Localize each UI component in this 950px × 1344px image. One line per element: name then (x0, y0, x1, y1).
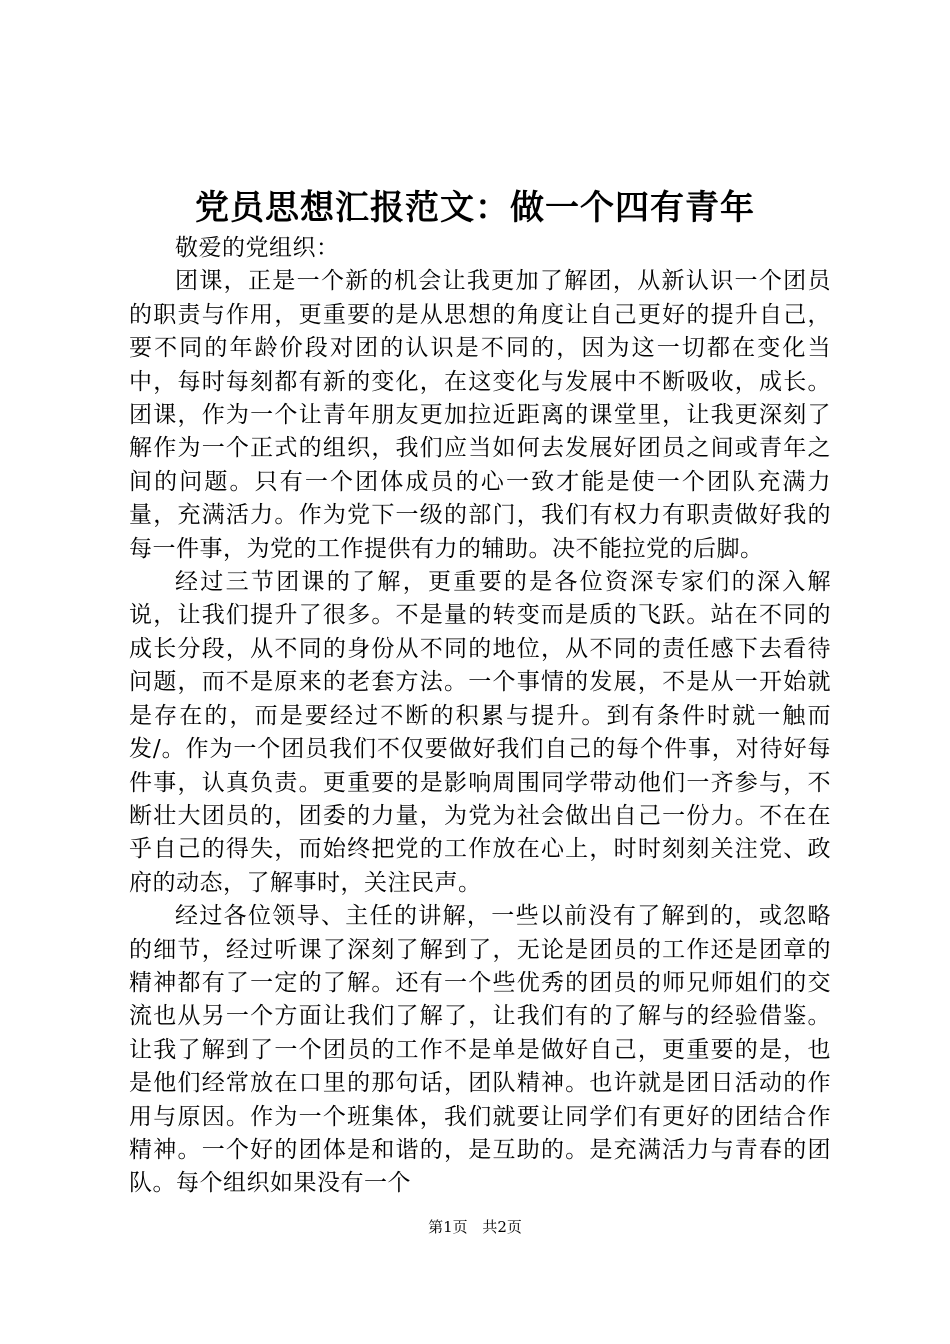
page-title: 党员思想汇报范文：做一个四有青年 (195, 188, 755, 228)
page-number-current: 第1页 (428, 1218, 468, 1236)
salutation: 敬爱的党组织： (175, 235, 340, 261)
paragraph-2: 经过三节团课的了解，更重要的是各位资深专家们的深入解说，让我们提升了很多。不是量的转变而是质的飞跃。站在不同的成长分段，从不同的身份从不同的地位，从不同的责任感下去看待问题，而不是原来的老套方法。一个事情的发展，不是从一开始就是存在的，而是要经过不断的积累与提升。到有条件时就一触而发/。作为一个团员我们不仅要做好我们自己的每个件事，对待好每件事，认真负责。更重要的是影响周围同学带动他们一齐参与，不断壮大团员的，团委的力量，为党为社会做出自己一份力。不在在乎自己的得失，而始终把党的工作放在心上，时时刻刻关注党、政府的动态，了解事时，关注民声。 (129, 569, 831, 896)
paragraph-3: 经过各位领导、主任的讲解，一些以前没有了解到的，或忽略的细节，经过听课了深刻了解到了，无论是团员的工作还是团章的精神都有了一定的了解。还有一个些优秀的团员的师兄师姐们的交流也从另一个方面让我们了解了，让我们有的了解与的经验借鉴。让我了解到了一个团员的工作不是单是做好自己，更重要的是，也是他们经常放在口里的那句话，团队精神。也许就是团日活动的作用与原因。作为一个班集体，我们就要让同学们有更好的团结合作精神。一个好的团体是和谐的，是互助的。是充满活力与青春的团队。每个组织如果没有一个 (129, 903, 831, 1197)
paragraph-1: 团课，正是一个新的机会让我更加了解团，从新认识一个团员的职责与作用，更重要的是从思想的角度让自己更好的提升自己，要不同的年龄价段对团的认识是不同的，因为这一切都在变化当中，每时每刻都有新的变化，在这变化与发展中不断吸收，成长。团课，作为一个让青年朋友更加拉近距离的课堂里，让我更深刻了解作为一个正式的组织，我们应当如何去发展好团员之间或青年之间的问题。只有一个团体成员的心一致才能是使一个团队充满力量，充满活力。作为党下一级的部门，我们有权力有职责做好我的每一件事，为党的工作提供有力的辅助。决不能拉党的后脚。 (129, 268, 831, 562)
page-number-total: 共2页 (482, 1218, 522, 1236)
document-body (129, 232, 831, 1201)
page-footer (0, 1216, 950, 1238)
